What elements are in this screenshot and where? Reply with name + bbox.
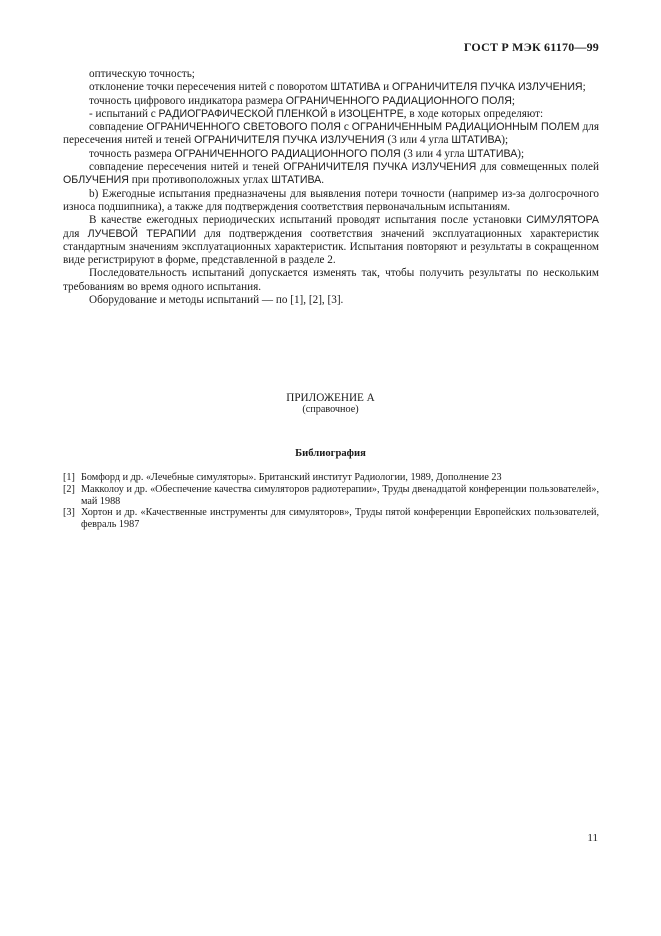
paragraph: оптическую точность; — [89, 68, 195, 80]
reference-number: [3] — [63, 507, 75, 519]
reference-text: Макколоу и др. «Обеспечение качества симуляторов радиотерапии», Труды двенадцатой конференции пользователей», май 1988 — [81, 483, 599, 507]
list-item — [63, 472, 599, 484]
main-text — [63, 68, 599, 307]
paragraph: Оборудование и методы испытаний — по [1], [2], [3]. — [89, 294, 344, 307]
paragraph: - испытаний с РАДИОГРАФИЧЕСКОЙ ПЛЕНКОЙ в ИЗОЦЕНТРЕ, в ходе которых определяют: — [89, 107, 544, 120]
paragraph: Последовательность испытаний допускается изменять так, чтобы получить результаты по нескольким требованиям во время одного испытания. — [63, 267, 599, 293]
document-header: ГОСТ Р МЭК 61170—99 — [463, 40, 599, 54]
bibliography-list — [63, 472, 599, 531]
paragraph: точность цифрового индикатора размера ОГРАНИЧЕННОГО РАДИАЦИОННОГО ПОЛЯ; — [89, 94, 515, 107]
paragraph: В качестве ежегодных периодических испытаний проводят испытания после установки СИМУЛЯТОРА для ЛУЧЕВОЙ ТЕРАПИИ для подтверждения соответствия значений эксплуатационных характеристик стандартным значениям эксплуатационных характеристик. Испытания повторяют и результаты в сокращенном виде регистрируют в форме, представленной в разделе 2. — [63, 214, 600, 267]
appendix-heading — [0, 392, 661, 416]
appendix-title: ПРИЛОЖЕНИЕ А — [286, 392, 375, 404]
bibliography-title: Библиография — [295, 448, 366, 459]
page-number: 11 — [587, 832, 598, 844]
list-item — [63, 507, 599, 531]
paragraph: совпадение пересечения нитей и теней ОГРАНИЧИТЕЛЯ ПУЧКА ИЗЛУЧЕНИЯ для совмещенных полей ОБЛУЧЕНИЯ при противоположных углах ШТАТИВА. — [63, 161, 600, 187]
reference-number: [1] — [63, 472, 75, 483]
reference-number: [2] — [63, 483, 75, 495]
appendix-subtitle: (справочное) — [302, 404, 359, 415]
paragraph: совпадение ОГРАНИЧЕННОГО СВЕТОВОГО ПОЛЯ с ОГРАНИЧЕННЫМ РАДИАЦИОННЫМ ПОЛЕМ для пересечения нитей и теней ОГРАНИЧИТЕЛЯ ПУЧКА ИЗЛУЧЕНИЯ (3 или 4 угла ШТАТИВА); — [63, 121, 599, 147]
reference-text: Хортон и др. «Качественные инструменты для симуляторов», Труды пятой конференции Европейских пользователей, февраль 1987 — [81, 507, 599, 531]
paragraph: b) Ежегодные испытания предназначены для выявления потери точности (например из-за долгосрочного износа подшипника), а также для подтверждения соответствия первоначальным испытаниям. — [63, 187, 599, 213]
paragraph: точность размера ОГРАНИЧЕННОГО РАДИАЦИОННОГО ПОЛЯ (3 или 4 угла ШТАТИВА); — [89, 147, 525, 160]
list-item — [63, 484, 599, 508]
reference-text: Бомфорд и др. «Лечебные симуляторы». Британский институт Радиологии, 1989, Дополнение 23 — [81, 472, 502, 483]
paragraph: отклонение точки пересечения нитей с поворотом ШТАТИВА и ОГРАНИЧИТЕЛЯ ПУЧКА ИЗЛУЧЕНИЯ; — [89, 81, 586, 94]
